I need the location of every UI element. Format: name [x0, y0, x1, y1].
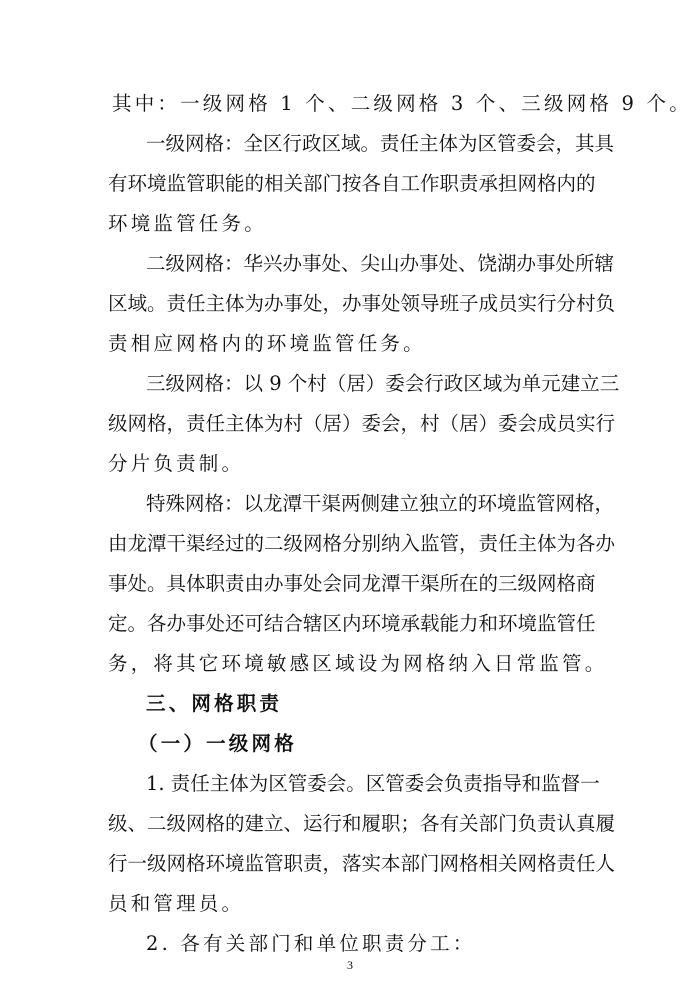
line-13: 事处。具体职责由办事处会同龙潭干渠所在的三级网格商 [108, 572, 596, 595]
line-15: 务，将其它环境敏感区域设为网格纳入日常监管。 [108, 652, 608, 675]
line-6: 区域。责任主体为办事处，办事处领导班子成员实行分村负 [108, 292, 616, 315]
line-12: 由龙潭干渠经过的二级网格分别纳入监管，责任主体为各办 [108, 532, 616, 555]
line-1: 其中：一级网格 1 个、二级网格 3 个、三级网格 9 个。 [112, 92, 692, 115]
line-10: 分片负责制。 [108, 452, 245, 475]
line-11: 特殊网格：以龙潭干渠两侧建立独立的环境监管网格， [146, 492, 615, 515]
line-14: 定。各办事处还可结合辖区内环境承载能力和环境监管任 [108, 612, 596, 635]
line-5: 二级网格：华兴办事处、尖山办事处、饶湖办事处所辖 [146, 252, 615, 275]
line-3: 有环境监管职能的相关部门按各自工作职责承担网格内的 [108, 172, 596, 195]
subsection-heading: （一）一级网格 [138, 732, 297, 755]
line-22: 2. 各有关部门和单位职责分工： [146, 932, 476, 955]
line-9: 级网格，责任主体为村（居）委会，村（居）委会成员实行 [108, 412, 616, 435]
section-heading: 三、网格职责 [146, 692, 283, 715]
line-4: 环境监管任务。 [108, 212, 267, 235]
line-8: 三级网格：以 9 个村（居）委会行政区域为单元建立三 [146, 372, 620, 395]
line-19: 级、二级网格的建立、运行和履职；各有关部门负责认真履 [108, 812, 616, 835]
line-2: 一级网格：全区行政区域。责任主体为区管委会，其具 [146, 132, 615, 155]
line-20: 行一级网格环境监管职责，落实本部门网格相关网格责任人 [108, 852, 616, 875]
line-7: 责相应网格内的环境监管任务。 [108, 332, 426, 355]
line-18: 1. 责任主体为区管委会。区管委会负责指导和监督一 [146, 772, 600, 795]
line-21: 员和管理员。 [108, 892, 245, 915]
page-number: 3 [347, 958, 353, 972]
